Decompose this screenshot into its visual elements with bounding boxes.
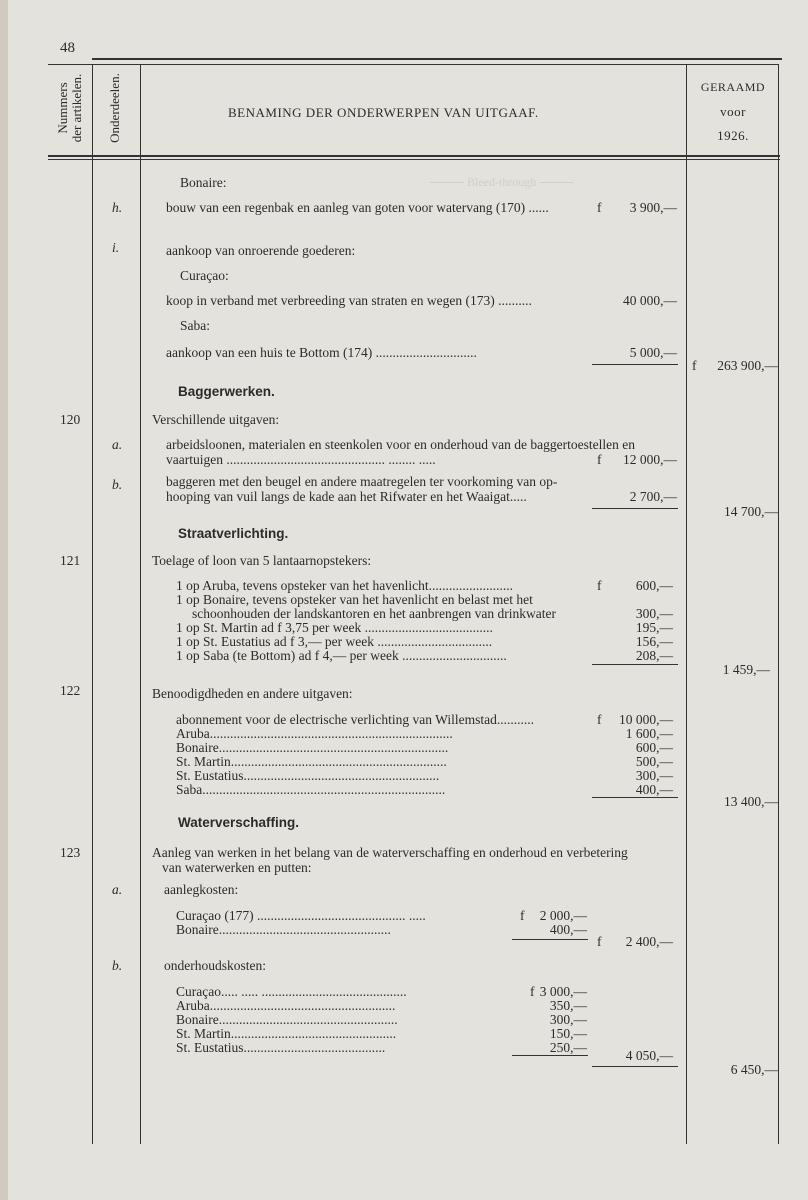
o3-text: Bonaire..................................................... (176, 1012, 398, 1027)
item-a2-text: aanlegkosten: (164, 882, 239, 897)
col-divider-3 (686, 64, 687, 1144)
item-h-f: f (597, 200, 602, 215)
o3-amount: 300,— (549, 1012, 587, 1027)
item-b2-label: b. (112, 958, 123, 973)
w1-text: Curaçao (177) ............................................ ..... (176, 908, 426, 923)
article-121: 121 (60, 553, 81, 568)
s2-amount: 300,— (635, 606, 673, 621)
top-rule (92, 58, 782, 60)
article-122-text: Benoodigdheden en andere uitgaven: (152, 686, 353, 701)
w1-amount: 2 000,— (539, 908, 587, 923)
total2-amount: 14 700,— (724, 504, 778, 519)
e1-amount: 10 000,— (619, 712, 673, 727)
article-123-line1: Aanleg van werken in het belang van de waterverschaffing en onderhoud en verbetering (152, 845, 628, 860)
s1-amount: 600,— (635, 578, 673, 593)
header-geraamd: GERAAMD (700, 80, 766, 94)
wsub-amount: 2 400,— (625, 934, 673, 949)
col-divider-1 (92, 64, 93, 1144)
o4-amount: 150,— (549, 1026, 587, 1041)
s2-line2: schoonhouden der landskantoren en het aanbrengen van drinkwater (192, 606, 556, 621)
s4-text: 1 op St. Eustatius ad f 3,— per week .................................. (176, 634, 493, 649)
e3-text: Bonaire.................................................................... (176, 740, 449, 755)
page-number: 48 (60, 40, 75, 56)
s4-amount: 156,— (635, 634, 673, 649)
sum-line-3 (592, 664, 678, 665)
item-a1-amount: 12 000,— (623, 452, 677, 467)
e3-amount: 600,— (635, 740, 673, 755)
item-h-amount: 3 900,— (629, 200, 677, 215)
aankoop-amount: 5 000,— (629, 345, 677, 360)
w2-amount: 400,— (549, 922, 587, 937)
item-b2-text: onderhoudskosten: (164, 958, 266, 973)
header-onderdeelen: Onderdeelen. (107, 73, 122, 143)
e4-amount: 500,— (635, 754, 673, 769)
article-123-line2: van waterwerken en putten: (162, 860, 312, 875)
sum-line-2 (592, 508, 678, 509)
koop-amount: 40 000,— (623, 293, 677, 308)
o5-text: St. Eustatius.......................................... (176, 1040, 386, 1055)
item-b1-line2: hooping van vuil langs de kade aan het Rifwater en het Waaigat..... (166, 489, 527, 504)
s3-text: 1 op St. Martin ad f 3,75 per week ...................................... (176, 620, 493, 635)
s3-amount: 195,— (635, 620, 673, 635)
article-122: 122 (60, 683, 81, 698)
section-straatverlichting: Straatverlichting. (178, 526, 289, 541)
item-h-label: h. (112, 200, 123, 215)
item-i-label: i. (112, 240, 120, 255)
o1-text: Curaçao..... ..... ........................................... (176, 984, 407, 999)
total4-amount: 13 400,— (724, 794, 778, 809)
item-a1-label: a. (112, 437, 123, 452)
section-waterverschaffing: Waterverschaffing. (178, 815, 300, 830)
w2-text: Bonaire................................................... (176, 922, 391, 937)
sum-line-7 (592, 1066, 678, 1067)
e2-text: Aruba........................................................................ (176, 726, 453, 741)
header-nummers-l1: Nummers (55, 82, 70, 134)
item-b1-label: b. (112, 477, 123, 492)
o5-amount: 250,— (549, 1040, 587, 1055)
item-i-text: aankoop van onroerende goederen: (166, 243, 356, 258)
col-divider-4 (778, 64, 779, 1144)
saba-heading: Saba: (180, 318, 210, 333)
sum-line-5 (512, 939, 588, 940)
article-120: 120 (60, 412, 81, 427)
item-a1-f: f (597, 452, 602, 467)
sum-line-6 (512, 1055, 588, 1056)
col-divider-2 (140, 64, 141, 1144)
header-year: 1926. (717, 128, 749, 143)
koop-text: koop in verband met verbreeding van straten en wegen (173) .......... (166, 293, 532, 308)
article-123: 123 (60, 845, 81, 860)
s1-f: f (597, 578, 602, 593)
e1-text: abonnement voor de electrische verlichting van Willemstad........... (176, 712, 534, 727)
item-a2-label: a. (112, 882, 123, 897)
o4-text: St. Martin................................................. (176, 1026, 397, 1041)
article-121-text: Toelage of loon van 5 lantaarnopstekers: (152, 553, 372, 568)
header-rule (48, 155, 780, 157)
sum-line-1 (592, 364, 678, 365)
item-a1-line1: arbeidsloonen, materialen en steenkolen voor en onderhoud van de baggertoestellen en (166, 437, 635, 452)
total5-amount: 6 450,— (730, 1062, 778, 1077)
header-title: BENAMING DER ONDERWERPEN VAN UITGAAF. (228, 105, 539, 120)
s5-amount: 208,— (635, 648, 673, 663)
osub-amount: 4 050,— (625, 1048, 673, 1063)
total1-amount: 263 900,— (717, 358, 778, 373)
section-baggerwerken: Baggerwerken. (178, 384, 275, 399)
curacao-heading: Curaçao: (180, 268, 229, 283)
item-b1-amount: 2 700,— (629, 489, 677, 504)
article-120-text: Verschillende uitgaven: (152, 412, 280, 427)
item-h-text: bouw van een regenbak en aanleg van goten voor watervang (170) ...... (166, 200, 549, 215)
bonaire-heading: Bonaire: (180, 175, 227, 190)
e6-amount: 400,— (635, 782, 673, 797)
header-nummers (56, 66, 84, 150)
e5-amount: 300,— (635, 768, 673, 783)
top-rule-thin (48, 64, 778, 65)
s5-text: 1 op Saba (te Bottom) ad f 4,— per week ............................... (176, 648, 507, 663)
s2-line1: 1 op Bonaire, tevens opsteker van het havenlicht en belast met het (176, 592, 533, 607)
o2-text: Aruba....................................................... (176, 998, 396, 1013)
e5-text: St. Eustatius.......................................................... (176, 768, 440, 783)
header-voor: voor (720, 104, 746, 119)
o1-f: f (530, 984, 535, 999)
aankoop-text: aankoop van een huis te Bottom (174) .............................. (166, 345, 477, 360)
total1-f: f (692, 358, 697, 373)
o1-amount: 3 000,— (539, 984, 587, 999)
total3-amount: 1 459,— (722, 662, 770, 677)
e2-amount: 1 600,— (625, 726, 673, 741)
header-nummers-l2: der artikelen. (69, 73, 84, 143)
e6-text: Saba........................................................................ (176, 782, 446, 797)
e4-text: St. Martin................................................................ (176, 754, 447, 769)
item-a1-line2: vaartuigen ............................................... ........ ..... (166, 452, 436, 467)
s1-text: 1 op Aruba, tevens opsteker van het havenlicht......................... (176, 578, 514, 593)
page-edge (0, 0, 8, 1200)
item-b1-line1: baggeren met den beugel en andere maatregelen ter voorkoming van op- (166, 474, 558, 489)
header-rule-thin (48, 159, 780, 160)
e1-f: f (597, 712, 602, 727)
wsub-f: f (597, 934, 602, 949)
sum-line-4 (592, 797, 678, 798)
o2-amount: 350,— (549, 998, 587, 1013)
w1-f: f (520, 908, 525, 923)
bleed-through: ──── Bleed-through ──── (430, 175, 574, 189)
